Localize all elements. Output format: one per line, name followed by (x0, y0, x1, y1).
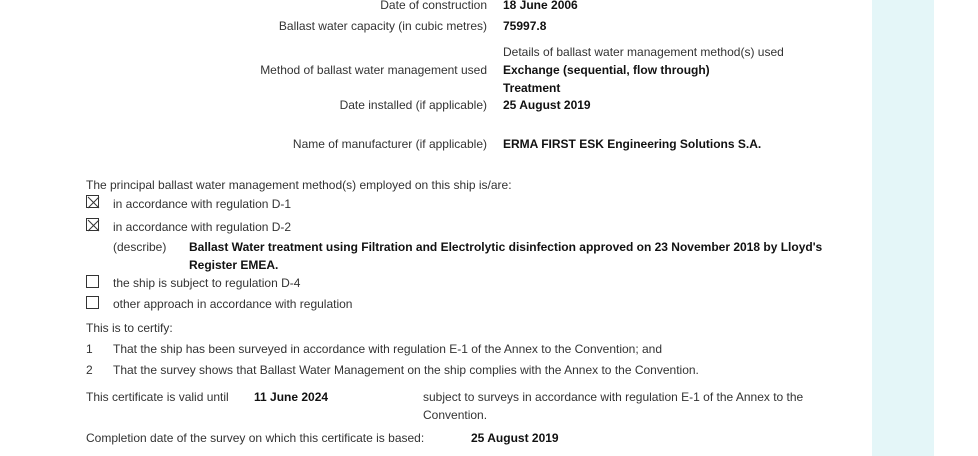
option-d2-label: in accordance with regulation D-2 (113, 220, 292, 234)
date-installed-label: Date installed (if applicable) (339, 98, 487, 112)
capacity-value: 75997.8 (503, 19, 547, 33)
methods-intro: The principal ballast water management method(s) employed on this ship is/are: (86, 178, 512, 192)
certify-intro: This is to certify: (86, 321, 173, 335)
validity-subject-line2: Convention. (423, 408, 488, 422)
method-label: Method of ballast water management used (260, 63, 487, 77)
certify-item-number: 2 (86, 363, 93, 377)
checkbox-other[interactable] (86, 296, 99, 309)
checked-x-icon (87, 219, 100, 232)
checkbox-d1[interactable] (86, 195, 99, 208)
margin-stripe (872, 0, 934, 456)
manufacturer-label: Name of manufacturer (if applicable) (292, 137, 487, 151)
checkbox-d4[interactable] (86, 275, 99, 288)
validity-date: 11 June 2024 (254, 390, 329, 404)
certify-item-text: That the survey shows that Ballast Water Management on the ship complies with the Annex to the Convention. (113, 363, 699, 377)
method-value-exchange: Exchange (sequential, flow through) (503, 63, 710, 77)
validity-label: This certificate is valid until (86, 390, 229, 404)
option-d4-label: the ship is subject to regulation D-4 (113, 276, 301, 290)
option-other-label: other approach in accordance with regulation (113, 297, 353, 311)
describe-label: (describe) (113, 240, 167, 254)
date-of-construction-label: Date of construction (380, 0, 487, 12)
option-d1-label: in accordance with regulation D-1 (113, 197, 292, 211)
certify-item-text: That the ship has been surveyed in accordance with regulation E-1 of the Annex to the Convention; and (113, 342, 663, 356)
describe-text-line2: Register EMEA. (189, 258, 279, 272)
date-installed-value: 25 August 2019 (503, 98, 591, 112)
describe-text-line1: Ballast Water treatment using Filtration and Electrolytic disinfection approved on 23 November 2018 by Lloyd's (189, 240, 823, 254)
completion-label: Completion date of the survey on which this certificate is based: (86, 431, 425, 445)
manufacturer-value: ERMA FIRST ESK Engineering Solutions S.A. (503, 137, 762, 151)
checkbox-d2[interactable] (86, 218, 99, 231)
date-of-construction-value: 18 June 2006 (503, 0, 578, 12)
checked-x-icon (87, 196, 100, 209)
method-value-treatment: Treatment (503, 81, 561, 95)
validity-subject-line1: subject to surveys in accordance with regulation E-1 of the Annex to the (423, 390, 804, 404)
completion-date: 25 August 2019 (471, 431, 559, 445)
details-heading: Details of ballast water management method(s) used (503, 45, 784, 59)
certify-item-number: 1 (86, 342, 93, 356)
capacity-label: Ballast water capacity (in cubic metres) (278, 19, 487, 33)
